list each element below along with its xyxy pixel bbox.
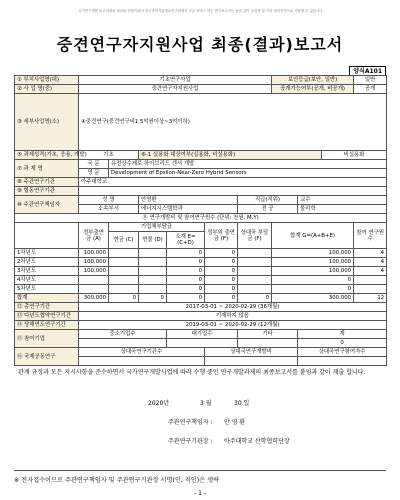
cell: 0 (139, 294, 167, 303)
cell (79, 285, 109, 294)
footnote: ※ 전자접수이므로 주관연구책임자 및 주관연구기관장 서명(인, 직인)은 생략 (14, 470, 386, 484)
cell: 0 (109, 294, 139, 303)
value (79, 187, 387, 196)
row-total-period (15, 303, 387, 312)
document-title: 중견연구자지원사업 최종(결과)보고서 (56, 35, 344, 54)
top-note: 국가연구개발 보고서원문 성과물 전담기관인 한국과학기술정보연구원에서 가공·서비스 하는 연구보고서는 동의 없이 상업적 및 기타 영리목적으로 사용할 수 없습니다. (78, 9, 324, 13)
cell (109, 249, 139, 258)
budget-row (15, 249, 387, 258)
page-number: - 1 - (194, 490, 206, 497)
cell: 0 (167, 267, 205, 276)
budget-row (15, 267, 387, 276)
cell (109, 258, 139, 267)
cell: 100,000 (79, 249, 109, 258)
cell: 0 (167, 276, 205, 285)
header-cell (15, 223, 79, 249)
budget-row (15, 285, 387, 294)
year-label: 5차년도 (15, 285, 79, 294)
label: 직급(직위) (238, 196, 298, 205)
cell (238, 276, 272, 285)
year-label: 합계 (15, 294, 79, 303)
header-cell: 참여 연구원수 (354, 223, 387, 249)
cell: 4 (354, 249, 387, 258)
cell: 100,000 (79, 258, 109, 267)
cell: 100,000 (272, 267, 354, 276)
cell: 12 (354, 294, 387, 303)
value: 중견연구자지원사업 (79, 85, 272, 94)
budget-caption: ⑪ 연구개발비 및 참여연구원수 (단위: 천원, M.Y) (15, 214, 387, 223)
cell: 0 (205, 276, 238, 285)
header-cell: 합계 G=(A+B+E) (272, 223, 354, 249)
label: 국 문 (79, 160, 109, 169)
year-label: 4차년도 (15, 276, 79, 285)
header-cell: 소계 E=(C+D) (167, 232, 205, 249)
cell: 300,000 (272, 294, 354, 303)
cell (79, 276, 109, 285)
cell: 0 (205, 285, 238, 294)
value: 일반 (354, 76, 387, 85)
value: 물리학 (298, 205, 387, 214)
cell (109, 267, 139, 276)
cell (139, 285, 167, 294)
declaration-text: 관계 규정과 모든 지시사항을 준수하면서 국가연구개발사업에 따라 수행 중인 연구개발과제의 최종보고서를 붙임과 같이 제출 합니다. (18, 369, 366, 376)
value: 아주대학교 (79, 178, 387, 187)
row-current-period (15, 321, 387, 330)
report-form-table (14, 75, 387, 366)
label: 성 명 (79, 196, 139, 205)
cell: 0 (205, 249, 238, 258)
cell (139, 249, 167, 258)
cell: 300,000 (79, 294, 109, 303)
cell (238, 267, 272, 276)
value: Development of Epsilon-Near-Zero Hybrid Sensors (109, 169, 387, 178)
form-code: 양식A101 (349, 66, 386, 76)
cell: 0 (238, 294, 272, 303)
row-lead-institution (15, 178, 387, 187)
label: ⑬ 다년도협약연구기간 (15, 312, 79, 321)
value: 기초 (79, 151, 139, 160)
label: ⑥-1 실용화 대상여부(실용화, 비실용화) (139, 151, 322, 160)
value: ④중견연구(중견연구비1.5억원이상~3억이하) (79, 94, 387, 151)
value: 기재하지 않음 (79, 312, 387, 321)
budget-row (15, 276, 387, 285)
cell: 0 (167, 294, 205, 303)
header-cell: 계 (298, 330, 387, 339)
header-cell: 상대국연구개발비 (205, 348, 298, 357)
label: 보안등급(보안, 일반) (272, 76, 354, 85)
org-head-name: 아주대학교 산학협력단장 (224, 438, 290, 445)
label: 공개가능여부(공개, 비공개) (272, 85, 354, 94)
cell (238, 258, 272, 267)
header-cell: 현금 (C) (109, 232, 139, 249)
label: ⑮ 참여기업 (15, 330, 79, 348)
cell (354, 276, 387, 285)
cell: 4 (354, 258, 387, 267)
header-cell: 정부외 출연금 (F) (205, 223, 238, 249)
row-project-nature (15, 151, 387, 160)
value: 에너지시스템학과 (139, 205, 238, 214)
cell: 100,000 (79, 267, 109, 276)
header-cell: 상대국연구기관수 (79, 348, 205, 357)
cell: 0 (167, 285, 205, 294)
year-label: 3차년도 (15, 267, 79, 276)
header-cell: 상대국연구참여자수 (298, 348, 387, 357)
cell: 0 (205, 267, 238, 276)
row-companies-head (15, 330, 387, 339)
label: 소속부서 (79, 205, 139, 214)
label: 영 문 (79, 169, 109, 178)
value: 유전상수제로 하이브리드 센서 개발 (109, 160, 387, 169)
label: ⑫ 총연구기간 (15, 303, 79, 312)
label: ③ 세부사업명(소) (15, 94, 79, 151)
cell: 0 (205, 258, 238, 267)
cell: 0 (167, 249, 205, 258)
cell (109, 285, 139, 294)
row-coop-institution (15, 187, 387, 196)
cell: 100,000 (272, 258, 354, 267)
value (238, 339, 298, 348)
row-pi-1 (15, 196, 387, 205)
value: 비실용화 (322, 151, 387, 160)
header-cell: 기업체부담금 (109, 223, 205, 232)
header-cell: 현물 (D) (139, 232, 167, 249)
pi-name: 안 영 환 (224, 419, 246, 426)
value: 기초연구사업 (79, 76, 272, 85)
value (79, 339, 167, 348)
cell (109, 276, 139, 285)
label: ⑦ 과 제 명 (15, 160, 79, 178)
value: 0 (298, 339, 387, 348)
row-multiyear-period (15, 312, 387, 321)
budget-row (15, 258, 387, 267)
header-cell: 대기업수 (167, 330, 238, 339)
value: 공개 (354, 85, 387, 94)
label: ② 사 업 명(중) (15, 85, 79, 94)
cell (238, 285, 272, 294)
row-budget-caption (15, 214, 387, 223)
cell (139, 276, 167, 285)
cell: 0 (272, 285, 354, 294)
year-label: 2차년도 (15, 258, 79, 267)
cell (139, 258, 167, 267)
cell: 100,000 (272, 249, 354, 258)
cell (238, 249, 272, 258)
year-label: 1차년도 (15, 249, 79, 258)
cell: 0 (205, 294, 238, 303)
value (298, 357, 387, 366)
label: ① 부처사업명(대) (15, 76, 79, 85)
budget-sum-row (15, 294, 387, 303)
pi-signature-label: 주관연구책임자 : (168, 419, 213, 426)
label: ⑭ 당해연도연구기간 (15, 321, 79, 330)
value (79, 357, 205, 366)
value: 2017-03-01 ~ 2020-02-29 (36개월) (79, 303, 387, 312)
submit-year: 2020년 (148, 400, 170, 407)
value: 교수 (298, 196, 387, 205)
value (205, 357, 298, 366)
label: ⑨ 협동연구기관 (15, 187, 79, 196)
row-sub-program (15, 94, 387, 151)
cell (139, 267, 167, 276)
submit-day: 30 일 (234, 400, 250, 407)
row-program-name (15, 85, 387, 94)
cell: 4 (354, 267, 387, 276)
row-intl-head (15, 348, 387, 357)
header-cell: 정부출연금 (A) (79, 223, 109, 249)
label: ⑤ 과제성격(기초, 응용, 개발) (15, 151, 79, 160)
value: 안영환 (139, 196, 238, 205)
header-cell: 기타 (238, 330, 298, 339)
cell: 0 (167, 258, 205, 267)
row-budget-header-1 (15, 223, 387, 232)
submit-month: 3 월 (200, 400, 212, 407)
cell (354, 285, 387, 294)
label: ⑯ 국제공동연구 (15, 348, 79, 366)
cell: 0 (272, 276, 354, 285)
row-project-title-kr (15, 160, 387, 169)
value: 2019-03-01 ~ 2020-02-29 (12개월) (79, 321, 387, 330)
header-cell: 상대국 부담금 (F) (238, 223, 272, 249)
org-head-label: 주관연구기관장 : (168, 438, 213, 445)
label: 전 공 (238, 205, 298, 214)
label: ⑩ 주관연구책임자 (15, 196, 79, 214)
value (167, 339, 238, 348)
row-ministry-program (15, 76, 387, 85)
label: ⑧ 주관연구기관 (15, 178, 79, 187)
header-cell: 중소기업수 (79, 330, 167, 339)
